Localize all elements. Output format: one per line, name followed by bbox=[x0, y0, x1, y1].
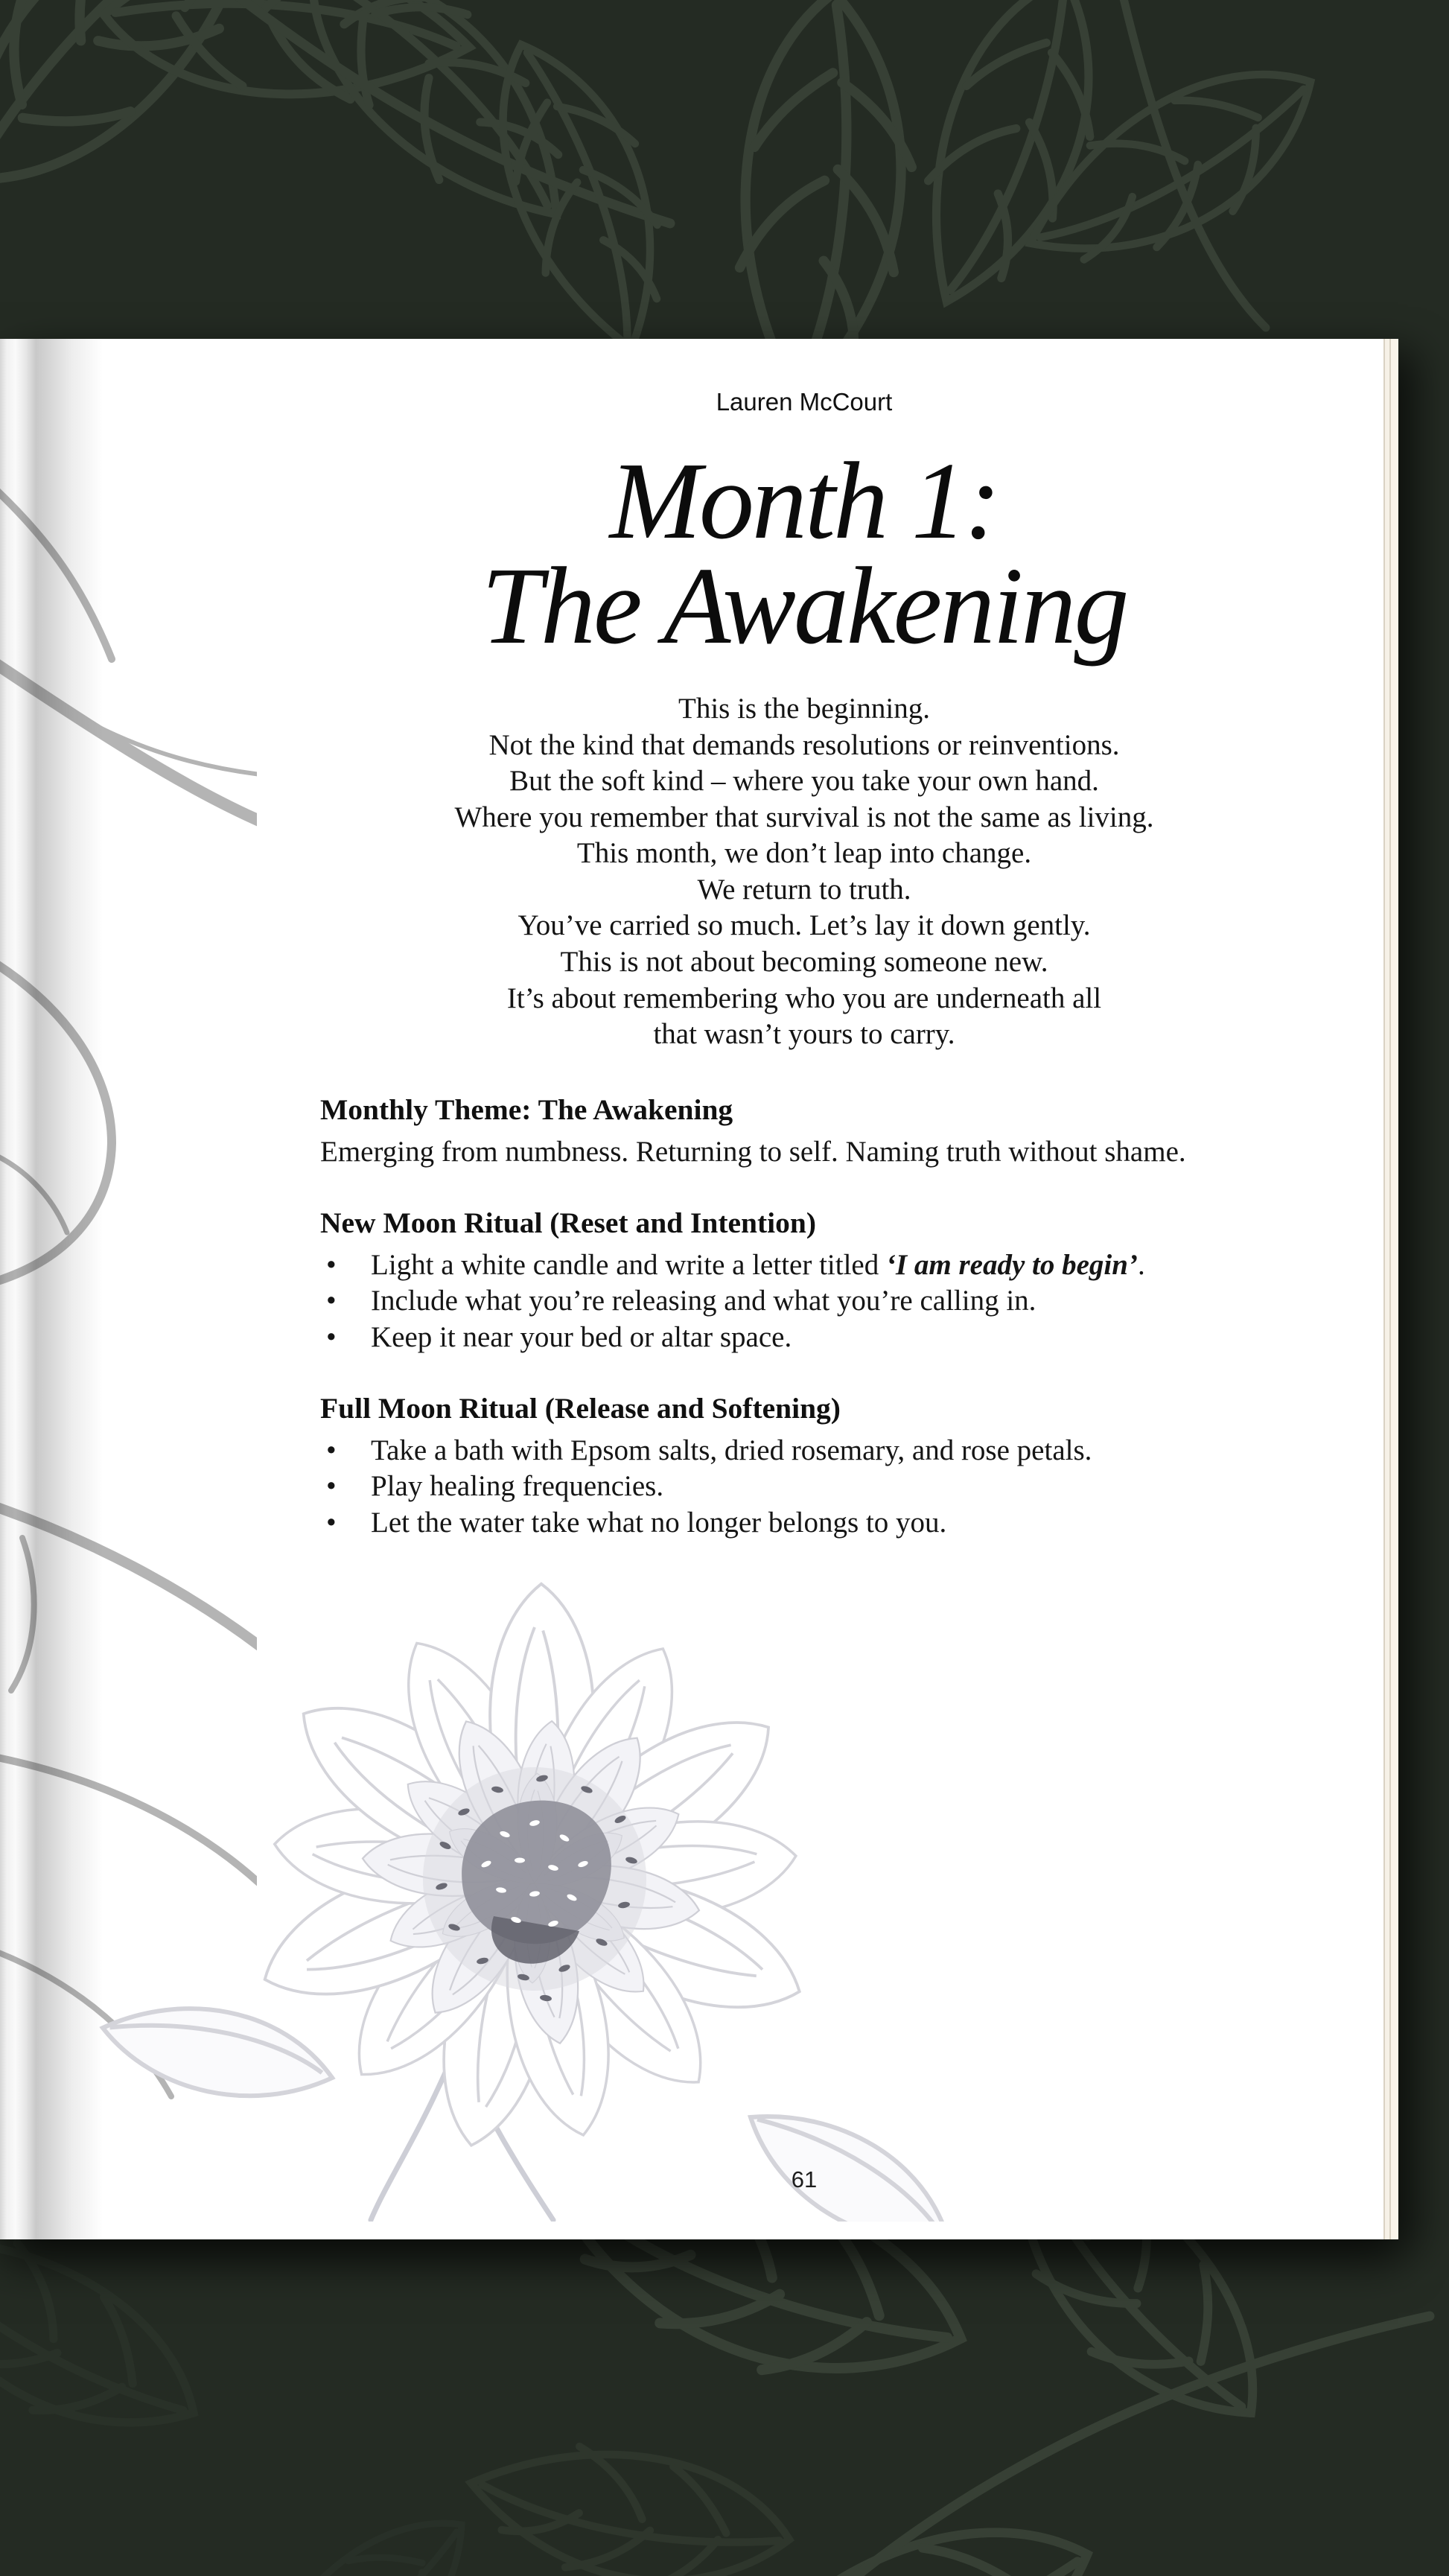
section-monthly-theme bbox=[320, 1092, 1288, 1170]
poem-line: that wasn’t yours to carry. bbox=[653, 1018, 955, 1051]
poem-line: This is the beginning. bbox=[678, 693, 930, 725]
chapter-title-line-1: Month 1: bbox=[609, 440, 999, 562]
peony-illustration bbox=[58, 1551, 981, 2222]
bullet-text: Include what you’re releasing and what you’re calling in. bbox=[371, 1285, 1036, 1317]
chapter-title bbox=[320, 440, 1288, 667]
section-full-moon-ritual bbox=[320, 1390, 1288, 1541]
bullet-text: Play healing frequencies. bbox=[371, 1470, 664, 1503]
opening-poem bbox=[320, 691, 1288, 1052]
list-item bbox=[320, 1469, 1288, 1504]
poem-line: This is not about becoming someone new. bbox=[560, 946, 1048, 979]
poem-line: This month, we don’t leap into change. bbox=[576, 837, 1032, 870]
list-item bbox=[320, 1320, 1288, 1355]
stacked-page-edges bbox=[1381, 339, 1398, 2239]
list-item bbox=[320, 1247, 1288, 1283]
list-item bbox=[320, 1283, 1288, 1319]
bullet-text: Let the water take what no longer belongs to you. bbox=[371, 1506, 947, 1539]
poem-line: But the soft kind – where you take your own hand. bbox=[509, 765, 1099, 798]
poem-line: Not the kind that demands resolutions or reinventions. bbox=[488, 728, 1120, 761]
bullet-text: Light a white candle and write a letter titled bbox=[371, 1248, 886, 1281]
ritual-sections bbox=[320, 1092, 1288, 1541]
list-item bbox=[320, 1505, 1288, 1541]
poem-line: You’ve carried so much. Let’s lay it down gently. bbox=[518, 909, 1091, 942]
list-item bbox=[320, 1433, 1288, 1469]
page-content bbox=[320, 339, 1288, 1576]
section-heading: Monthly Theme: The Awakening bbox=[320, 1093, 733, 1126]
page-number: 61 bbox=[791, 2166, 818, 2192]
poem-line: We return to truth. bbox=[697, 873, 911, 906]
bullet-text: Keep it near your bed or altar space. bbox=[371, 1320, 792, 1353]
section-body: Emerging from numbness. Returning to self. Naming truth without shame. bbox=[320, 1135, 1186, 1168]
chapter-title-line-2: The Awakening bbox=[481, 544, 1127, 667]
running-header-author: Lauren McCourt bbox=[716, 388, 893, 416]
book-page bbox=[0, 339, 1398, 2239]
bullet-emphasis: ‘I am ready to begin’ bbox=[885, 1248, 1138, 1281]
bullet-text: . bbox=[1137, 1248, 1145, 1281]
bullet-list bbox=[320, 1247, 1288, 1355]
section-heading: New Moon Ritual (Reset and Intention) bbox=[320, 1206, 817, 1239]
bullet-text: Take a bath with Epsom salts, dried rosemary, and rose petals. bbox=[371, 1434, 1092, 1466]
section-new-moon-ritual bbox=[320, 1205, 1288, 1355]
bullet-list bbox=[320, 1433, 1288, 1541]
poem-line: Where you remember that survival is not the same as living. bbox=[454, 801, 1154, 833]
poem-line: It’s about remembering who you are underneath all bbox=[506, 982, 1102, 1014]
section-heading: Full Moon Ritual (Release and Softening) bbox=[320, 1392, 841, 1425]
